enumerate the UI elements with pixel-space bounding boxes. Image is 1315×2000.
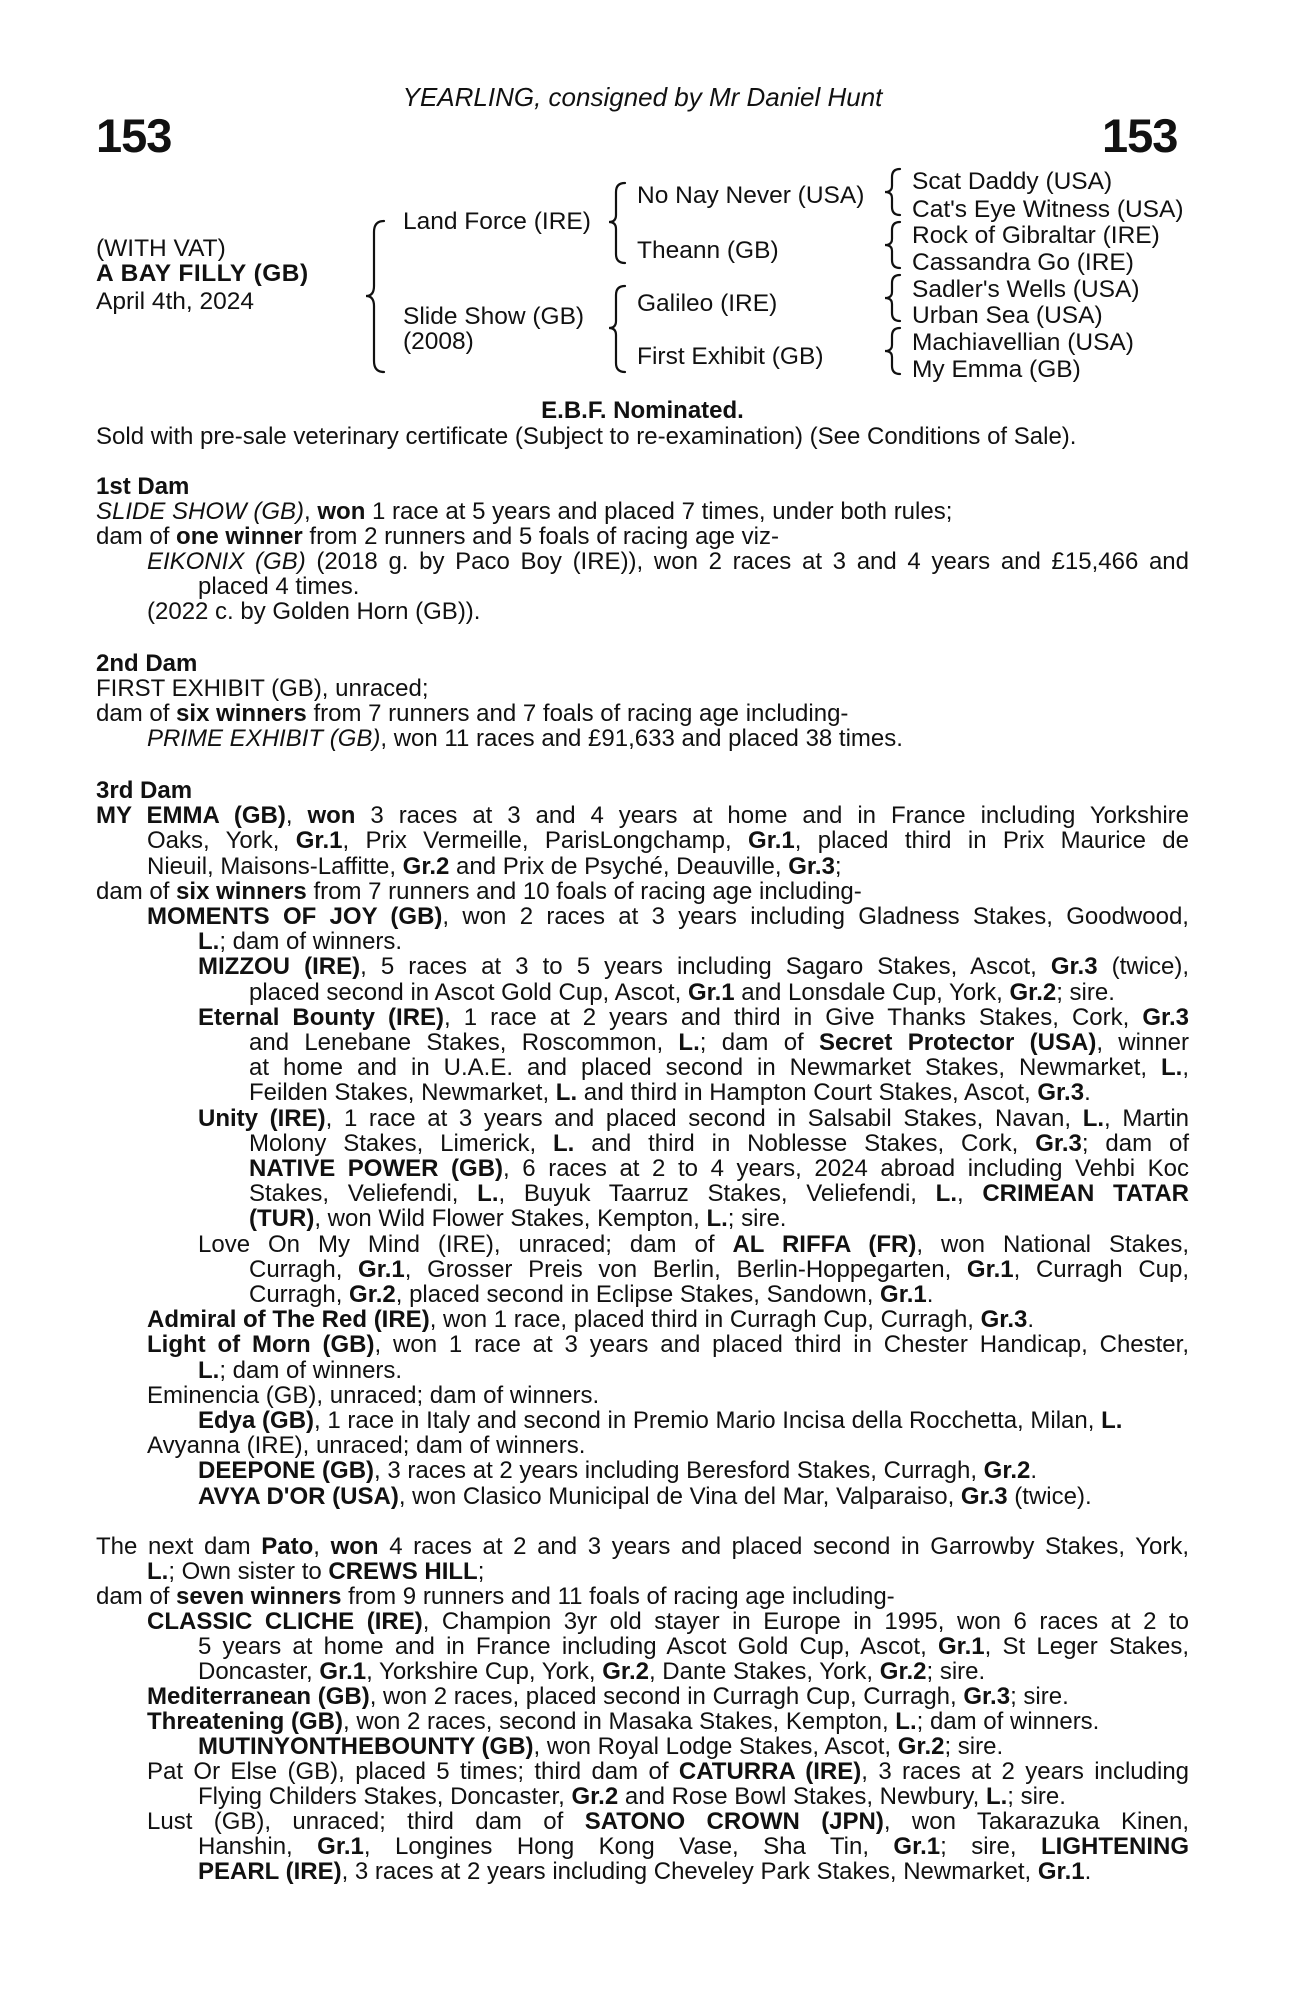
text-italic: PRIME EXHIBIT (GB): [147, 725, 381, 752]
text-line: [198, 1834, 1189, 1859]
text-run: Doncaster,: [198, 1658, 320, 1685]
text-run: Avyanna (IRE), unraced; dam of winners.: [147, 1432, 586, 1460]
text-bold: Mediterranean (GB): [147, 1683, 370, 1710]
text-run: , won 2 races, second in Masaka Stakes, Kempton,: [343, 1708, 896, 1735]
text-run: , 3 races at 2 years including Cheveley Park Stakes, Newmarket,: [341, 1858, 1038, 1885]
vat-label: (WITH VAT): [96, 235, 226, 262]
text-line: [96, 676, 1189, 701]
text-run: dam of: [96, 1583, 177, 1610]
text-line: [147, 1559, 1189, 1584]
text-bold: L.: [555, 1079, 578, 1107]
text-run: , Champion 3yr old stayer in Europe in 1995, won 6 races at 2 to: [422, 1608, 1189, 1635]
text-line: [147, 1433, 1189, 1458]
text-line: [198, 1358, 1189, 1383]
text-run: and Lenebane Stakes, Roscommon,: [249, 1029, 679, 1056]
text-line: [198, 1458, 1189, 1483]
text-bold: L.: [1161, 1054, 1183, 1082]
text-run: ; sire.: [1007, 1783, 1066, 1810]
text-run: Flying Childers Stakes, Doncaster,: [198, 1783, 572, 1810]
text-run: ; sire.: [727, 1205, 787, 1233]
text-line: [198, 1408, 1189, 1433]
text-bold: L.: [1082, 1104, 1105, 1132]
pedigree-g3-ancestor: Machiavellian (USA): [912, 329, 1134, 356]
text-run: 3 races at 3 and 4 years at home and in France including Yorkshire: [355, 802, 1189, 830]
pedigree-g3-ancestor: Cat's Eye Witness (USA): [912, 196, 1184, 223]
text-run: Feilden Stakes, Newmarket,: [249, 1079, 556, 1107]
text-line: [249, 1206, 1189, 1231]
text-run: FIRST EXHIBIT (GB), unraced;: [96, 675, 429, 702]
text-line: [147, 828, 1189, 853]
text-run: Pat Or Else (GB), placed 5 times; third dam of: [147, 1758, 679, 1785]
text-run: Lust (GB), unraced; third dam of: [147, 1808, 585, 1835]
text-bold: Gr.1: [295, 827, 343, 855]
text-line: [198, 1106, 1189, 1131]
pedigree-brace: [609, 183, 625, 263]
text-run: ,: [1182, 1054, 1189, 1082]
text-bold: won: [330, 1533, 379, 1560]
text-run: , placed second in Eclipse Stakes, Sandown,: [395, 1281, 881, 1308]
text-run: from 9 runners and 11 foals of racing age including-: [341, 1583, 895, 1610]
text-line: [249, 1055, 1189, 1080]
text-line: [249, 1080, 1189, 1105]
text-run: , won 2 races at 3 years including Gladness Stakes, Goodwood,: [442, 903, 1189, 930]
text-run: dam of: [96, 523, 177, 550]
text-run: Oaks, York,: [147, 827, 296, 855]
pedigree-brace: [885, 328, 900, 374]
text-bold: Gr.1: [880, 1281, 927, 1308]
consignment-title: YEARLING, consigned by Mr Daniel Hunt: [402, 82, 883, 112]
text-line: [198, 574, 1189, 599]
text-bold: Secret Protector (USA): [819, 1029, 1097, 1056]
text-bold: L.: [553, 1129, 575, 1157]
text-bold: Gr.3: [788, 852, 835, 880]
text-line: [198, 954, 1189, 979]
text-line: [198, 1784, 1189, 1809]
text-bold: six winners: [176, 877, 307, 905]
text-bold: Gr.1: [687, 978, 735, 1006]
text-bold: Gr.2: [349, 1281, 396, 1308]
pedigree-sire: Land Force (IRE): [403, 208, 591, 235]
text-line: [96, 1534, 1189, 1559]
pedigree-brace: [609, 286, 625, 372]
text-bold: Gr.3: [1037, 1079, 1085, 1107]
text-bold: MOMENTS OF JOY (GB): [147, 903, 443, 930]
text-run: ,: [285, 802, 308, 830]
text-run: from 2 runners and 5 foals of racing age viz-: [302, 523, 779, 550]
text-run: 1 race at 5 years and placed 7 times, under both rules;: [365, 498, 953, 525]
text-bold: DEEPONE (GB): [198, 1457, 375, 1485]
text-run: Nieuil, Maisons-Laffitte,: [147, 852, 403, 880]
text-bold: AVYA D'OR (USA): [198, 1482, 399, 1510]
text-run: , Curragh Cup,: [1013, 1255, 1190, 1283]
text-bold: Gr.1: [966, 1255, 1014, 1283]
text-line: [147, 1809, 1189, 1834]
foaling-date: April 4th, 2024: [96, 288, 254, 315]
text-run: , 5 races at 3 to 5 years including Sagaro Stakes, Ascot,: [360, 953, 1051, 981]
text-bold: Light of Morn (GB): [147, 1331, 375, 1359]
text-run: (twice),: [1097, 953, 1190, 981]
text-bold: L.: [678, 1029, 700, 1056]
text-bold: Gr.1: [748, 827, 795, 855]
text-run: ;: [477, 1558, 485, 1585]
text-line: [147, 549, 1189, 574]
text-run: .: [1084, 1858, 1092, 1885]
text-run: 5 years at home and in France including Ascot Gold Cup, Ascot,: [198, 1633, 938, 1660]
text-line: [147, 1383, 1189, 1408]
text-run: (twice).: [1007, 1482, 1092, 1510]
text-bold: Gr.3: [1035, 1129, 1082, 1157]
pedigree-brace: [885, 169, 900, 215]
text-line: [249, 1030, 1189, 1055]
text-bold: Gr.2: [1009, 978, 1057, 1006]
text-run: (2018 g. by Paco Boy (IRE)), won 2 races at 3 and 4 years and £15,466 and: [305, 548, 1190, 575]
text-line: [198, 1859, 1189, 1884]
text-line: [96, 524, 1189, 549]
lot-number-left: 153: [96, 109, 172, 162]
text-run: and third in Noblesse Stakes, Cork,: [574, 1129, 1036, 1157]
text-run: ;: [834, 852, 842, 880]
pedigree-dam-year: (2008): [403, 328, 474, 355]
pedigree-brace: [366, 221, 384, 372]
text-line: [147, 904, 1189, 929]
text-bold: Gr.3: [1050, 953, 1098, 981]
pedigree-g3-ancestor: Urban Sea (USA): [912, 302, 1103, 329]
pedigree-dam-sire: Galileo (IRE): [637, 290, 778, 317]
section-heading: 1st Dam: [96, 473, 190, 500]
text-italic: SLIDE SHOW (GB): [96, 498, 305, 525]
text-run: , 6 races at 2 to 4 years, 2024 abroad including Vehbi Koc: [503, 1155, 1189, 1182]
text-run: , Buyuk Taarruz Stakes, Veliefendi,: [498, 1180, 936, 1208]
text-bold: Gr.3: [963, 1683, 1011, 1710]
text-line: [249, 1131, 1189, 1156]
text-bold: MUTINYONTHEBOUNTY (GB): [198, 1733, 534, 1760]
pedigree-g3-ancestor: My Emma (GB): [912, 356, 1081, 383]
text-line: [198, 1484, 1189, 1509]
text-run: , won Takarazuka Kinen,: [883, 1808, 1190, 1835]
text-bold: Gr.2: [602, 1658, 649, 1685]
text-line: [198, 1232, 1189, 1257]
text-run: , 1 race at 3 years and placed second in Salsabil Stakes, Navan,: [325, 1104, 1083, 1132]
pedigree-sire-sire: No Nay Never (USA): [637, 182, 865, 209]
text-bold: Gr.1: [319, 1658, 367, 1685]
text-bold: Gr.3: [980, 1306, 1028, 1334]
pedigree-g3-ancestor: Rock of Gibraltar (IRE): [912, 222, 1160, 249]
text-bold: L.: [706, 1205, 728, 1233]
text-bold: Threatening (GB): [147, 1708, 343, 1735]
text-run: Stakes, Veliefendi,: [249, 1180, 478, 1208]
text-run: Hanshin,: [198, 1833, 318, 1860]
text-run: , St Leger Stakes,: [984, 1633, 1189, 1660]
vet-certificate-note: Sold with pre-sale veterinary certificate (Subject to re-examination) (See Conditions of Sale).: [96, 423, 1077, 450]
text-line: [147, 599, 1189, 624]
text-line: [198, 1005, 1189, 1030]
text-bold: CLASSIC CLICHE (IRE): [147, 1608, 423, 1635]
text-bold: Gr.1: [317, 1833, 364, 1860]
text-run: ,: [313, 1533, 331, 1560]
text-run: Curragh,: [249, 1255, 359, 1283]
lot-number-right: 153: [1102, 109, 1178, 162]
text-bold: L.: [477, 1180, 499, 1208]
text-line: [147, 854, 1189, 879]
text-bold: Gr.2: [571, 1783, 619, 1810]
pedigree-dam: Slide Show (GB): [403, 303, 585, 330]
text-run: ; dam of: [699, 1029, 820, 1056]
pedigree-g3-ancestor: Cassandra Go (IRE): [912, 249, 1134, 276]
text-line: [96, 701, 1189, 726]
text-bold: Admiral of The Red (IRE): [147, 1306, 430, 1334]
text-run: and Lonsdale Cup, York,: [734, 978, 1010, 1006]
text-line: [96, 499, 1189, 524]
text-run: Eminencia (GB), unraced; dam of winners.: [147, 1381, 600, 1409]
text-run: ; sire,: [940, 1833, 1042, 1860]
text-run: ; sire.: [944, 1733, 1004, 1760]
text-bold: L.: [935, 1180, 957, 1208]
text-line: [249, 1257, 1189, 1282]
pedigree-sire-dam: Theann (GB): [637, 237, 779, 264]
text-run: placed second in Ascot Gold Cup, Ascot,: [249, 978, 688, 1006]
text-run: and third in Hampton Court Stakes, Ascot,: [577, 1079, 1038, 1107]
text-bold: Gr.3: [1142, 1003, 1190, 1031]
text-bold: CREWS HILL: [328, 1558, 478, 1585]
text-run: , won 1 race, placed third in Curragh Cup, Curragh,: [429, 1306, 981, 1334]
text-run: and Rose Bowl Stakes, Newbury,: [618, 1783, 986, 1810]
pedigree-g3-ancestor: Scat Daddy (USA): [912, 168, 1113, 195]
text-run: (2022 c. by Golden Horn (GB)).: [147, 598, 481, 625]
text-bold: L.: [1101, 1407, 1123, 1434]
text-run: , won National Stakes,: [916, 1230, 1190, 1258]
text-line: [147, 1759, 1189, 1784]
text-bold: one winner: [176, 523, 303, 550]
text-line: [147, 1709, 1189, 1734]
text-bold: Gr.1: [358, 1255, 405, 1283]
text-bold: L.: [985, 1783, 1008, 1810]
text-line: [96, 803, 1189, 828]
text-line: [147, 1684, 1189, 1709]
text-run: , 3 races at 2 years including: [861, 1758, 1190, 1785]
text-bold: Gr.2: [879, 1658, 927, 1685]
horse-name: A BAY FILLY (GB): [96, 260, 309, 287]
text-line: [147, 726, 1189, 751]
text-bold: L.: [198, 928, 220, 956]
text-bold: Unity (IRE): [198, 1104, 326, 1132]
text-run: ; dam of winners.: [916, 1708, 1100, 1735]
text-bold: Gr.2: [402, 852, 450, 880]
text-run: ; sire.: [1056, 978, 1115, 1006]
text-bold: Eternal Bounty (IRE): [198, 1003, 445, 1031]
text-run: , won Royal Lodge Stakes, Ascot,: [533, 1733, 898, 1760]
text-run: 4 races at 2 and 3 years and placed second in Garrowby Stakes, York,: [378, 1533, 1189, 1560]
text-run: ; sire.: [1010, 1683, 1069, 1710]
text-line: [198, 1634, 1189, 1659]
text-run: , Dante Stakes, York,: [648, 1658, 880, 1685]
text-bold: won: [307, 802, 356, 830]
text-run: , Yorkshire Cup, York,: [366, 1658, 603, 1685]
text-run: .: [1030, 1457, 1038, 1485]
text-run: , 1 race in Italy and second in Premio Mario Incisa della Rocchetta, Milan,: [314, 1407, 1102, 1434]
text-run: ,: [304, 498, 318, 525]
text-run: , placed third in Prix Maurice de: [794, 827, 1189, 855]
text-line: [147, 1609, 1189, 1634]
text-run: dam of: [96, 700, 177, 727]
text-run: .: [1027, 1306, 1035, 1334]
text-bold: NATIVE POWER (GB): [249, 1155, 504, 1182]
pedigree-brace: [885, 275, 900, 321]
text-bold: PEARL (IRE): [198, 1858, 342, 1885]
text-line: [198, 1734, 1189, 1759]
text-bold: CATURRA (IRE): [678, 1758, 862, 1785]
text-bold: won: [317, 498, 366, 525]
text-run: , 1 race at 2 years and third in Give Thanks Stakes, Cork,: [444, 1003, 1143, 1031]
text-bold: Gr.2: [983, 1457, 1031, 1485]
text-run: , Longines Hong Kong Vase, Sha Tin,: [363, 1833, 894, 1860]
pedigree-dam-dam: First Exhibit (GB): [637, 343, 824, 370]
text-bold: MY EMMA (GB): [96, 802, 286, 830]
text-run: , won 11 races and £91,633 and placed 38 times.: [380, 725, 903, 752]
text-bold: L.: [198, 1356, 220, 1384]
text-line: [147, 1307, 1189, 1332]
text-bold: SATONO CROWN (JPN): [584, 1808, 884, 1835]
text-line: [96, 879, 1189, 904]
text-bold: L.: [147, 1558, 169, 1585]
text-run: from 7 runners and 7 foals of racing age including-: [306, 700, 849, 727]
text-run: , winner: [1096, 1029, 1190, 1056]
text-run: ; dam of: [1081, 1129, 1189, 1157]
text-run: ; dam of winners.: [219, 1356, 403, 1384]
text-run: .: [1084, 1079, 1091, 1107]
text-line: [96, 1584, 1189, 1609]
text-bold: L.: [895, 1708, 917, 1735]
text-run: dam of: [96, 877, 177, 905]
text-run: , Martin: [1104, 1104, 1190, 1132]
text-run: from 7 runners and 10 foals of racing age including-: [306, 877, 862, 905]
text-bold: MIZZOU (IRE): [198, 953, 361, 981]
text-run: , won 2 races, placed second in Curragh Cup, Curragh,: [369, 1683, 964, 1710]
text-run: , won Clasico Municipal de Vina del Mar, Valparaiso,: [398, 1482, 961, 1510]
text-run: Molony Stakes, Limerick,: [249, 1129, 553, 1157]
text-line: [147, 1332, 1189, 1357]
text-run: , won Wild Flower Stakes, Kempton,: [314, 1205, 707, 1233]
text-run: .: [926, 1281, 934, 1308]
text-bold: six winners: [176, 700, 307, 727]
text-run: , Grosser Preis von Berlin, Berlin-Hoppegarten,: [404, 1255, 967, 1283]
text-bold: CRIMEAN TATAR: [982, 1180, 1189, 1208]
text-run: and Prix de Psyché, Deauville,: [449, 852, 789, 880]
text-line: [249, 1156, 1189, 1181]
text-bold: Gr.1: [1037, 1858, 1085, 1885]
text-bold: LIGHTENING: [1041, 1833, 1190, 1860]
text-run: ; Own sister to: [168, 1558, 329, 1585]
text-run: Curragh,: [249, 1281, 350, 1308]
text-run: at home and in U.A.E. and placed second in Newmarket Stakes, Newmarket,: [249, 1054, 1161, 1082]
text-bold: Pato: [261, 1533, 314, 1560]
text-run: , 3 races at 2 years including Beresford Stakes, Curragh,: [374, 1457, 984, 1485]
text-bold: Gr.1: [893, 1833, 941, 1860]
text-line: [249, 1282, 1189, 1307]
text-run: The next dam: [96, 1533, 262, 1560]
text-italic: EIKONIX (GB): [147, 548, 306, 575]
text-line: [198, 929, 1189, 954]
text-run: , won 1 race at 3 years and placed third in Chester Handicap, Chester,: [374, 1331, 1189, 1359]
pedigree-g3-ancestor: Sadler's Wells (USA): [912, 276, 1140, 303]
text-run: ; sire.: [926, 1658, 986, 1685]
text-bold: AL RIFFA (FR): [732, 1230, 917, 1258]
text-bold: Edya (GB): [198, 1407, 315, 1434]
text-run: ; dam of winners.: [219, 928, 403, 956]
text-run: ,: [956, 1180, 983, 1208]
text-run: placed 4 times.: [198, 573, 360, 600]
text-bold: Gr.1: [937, 1633, 985, 1660]
section-heading: 3rd Dam: [96, 777, 193, 804]
text-bold: (TUR): [249, 1205, 315, 1233]
text-bold: Gr.3: [960, 1482, 1008, 1510]
text-run: , Prix Vermeille, ParisLongchamp,: [342, 827, 749, 855]
text-bold: seven winners: [176, 1583, 342, 1610]
text-line: [198, 1659, 1189, 1684]
text-run: Love On My Mind (IRE), unraced; dam of: [198, 1230, 733, 1258]
ebf-nominated-note: E.B.F. Nominated.: [541, 397, 744, 424]
text-line: [249, 980, 1189, 1005]
pedigree-brace: [885, 222, 900, 268]
text-bold: Gr.2: [897, 1733, 945, 1760]
text-line: [249, 1181, 1189, 1206]
section-heading: 2nd Dam: [96, 650, 198, 677]
